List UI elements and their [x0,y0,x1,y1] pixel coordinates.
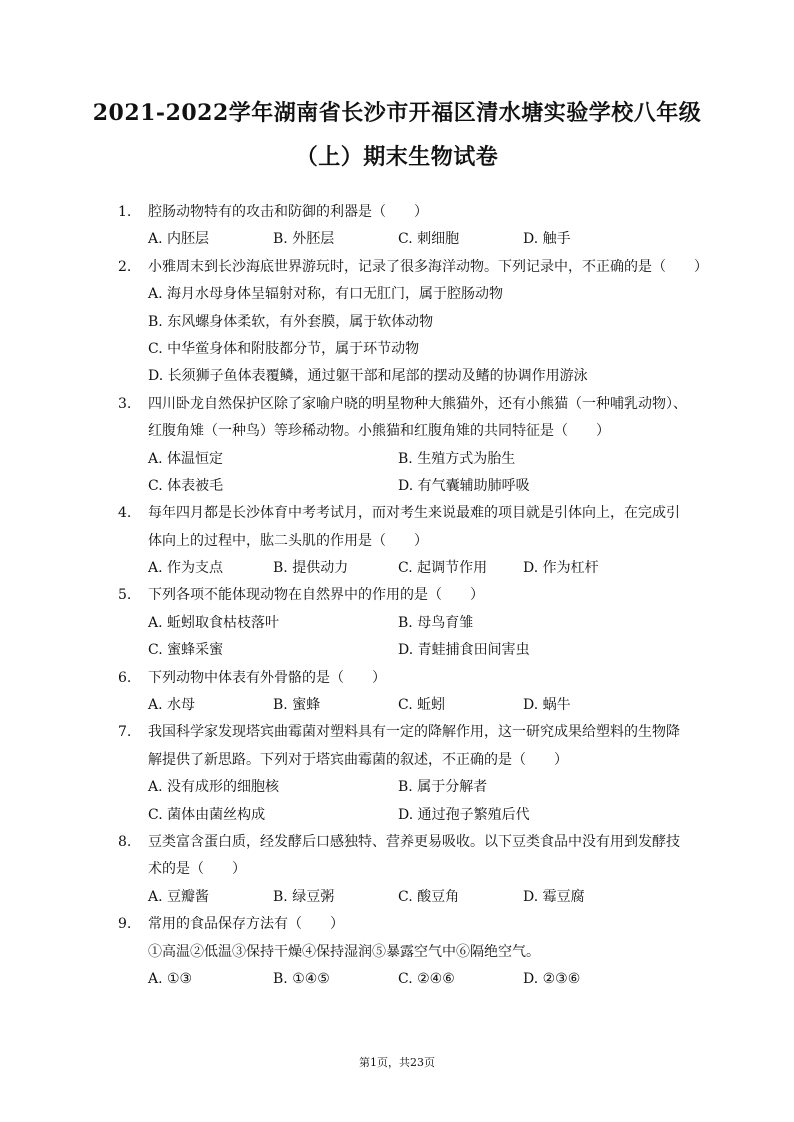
question-item [118,391,687,501]
answer-option: D. 霉豆腐 [523,888,585,905]
question-stem-line [118,582,684,609]
answer-option: D. 蜗牛 [523,697,571,714]
answer-option: B. 东风螺身体柔软，有外套膜，属于软体动物 [148,313,434,330]
option-row [118,281,684,308]
question-stem-line [118,856,684,883]
answer-option: A. 豆瓣酱 [148,888,210,905]
option-row [118,336,684,363]
question-number: 3. [118,395,132,412]
question-text: 我国科学家发现塔宾曲霉菌对塑料具有一定的降解作用，这一研究成果给塑料的生物降 [148,724,680,741]
question-item [118,665,684,720]
question-stem-line [118,199,684,226]
answer-option: A. 体温恒定 [148,450,224,467]
question-number: 2. [118,258,132,275]
question-item [118,719,684,829]
answer-option: D. 青蛙捕食田间害虫 [398,642,530,659]
option-row [118,774,684,801]
option-row [118,309,684,336]
question-text: 腔肠动物特有的攻击和防御的利器是（ ） [148,204,428,220]
question-stem-line [118,528,684,555]
option-row [118,692,684,719]
answer-option: C. 刺细胞 [398,231,460,248]
question-stem-line [118,665,684,692]
question-text: 每年四月都是长沙体育中考考试月，而对考生来说最难的项目就是引体向上，在完成引 [148,505,680,522]
question-stem-line [118,939,684,966]
question-text: 术的是（ ） [148,861,246,878]
question-item [118,582,684,664]
option-row [118,637,684,664]
question-number: 4. [118,505,132,522]
question-stem-line [118,747,684,774]
answer-option: A. 作为支点 [148,560,224,577]
question-stem-line [118,391,687,418]
option-row [118,363,684,390]
question-text: 下列各项不能体现动物在自然界中的作用的是（ ） [148,587,484,604]
answer-option: B. ①④⑤ [273,970,330,987]
answer-option: A. 水母 [148,697,196,714]
answer-option: B. 绿豆粥 [273,888,335,905]
question-stem-line [118,254,708,281]
question-text: ①高温②低温③保持干燥④保持湿润⑤暴露空气中⑥隔绝空气。 [148,943,540,960]
answer-option: C. 蜜蜂采蜜 [148,642,224,659]
question-number: 1. [118,204,132,220]
question-item [118,199,684,254]
question-list [118,199,708,993]
answer-option: C. 蚯蚓 [398,697,446,714]
page-title-line-2: （上）期末生物试卷 [295,144,499,170]
option-row [118,473,684,500]
answer-option: B. 属于分解者 [398,779,488,796]
answer-option: A. ①③ [148,970,193,987]
question-text: 小雅周末到长沙海底世界游玩时，记录了很多海洋动物。下列记录中，不正确的是（ ） [148,258,708,275]
answer-option: B. 提供动力 [273,560,349,577]
answer-option: A. 内胚层 [148,231,210,248]
answer-option: D. ②③⑥ [523,970,581,987]
answer-option: C. 菌体由菌丝构成 [148,806,266,823]
answer-option: D. 作为杠杆 [523,560,599,577]
question-text: 四川卧龙自然保护区除了家喻户晓的明星物种大熊猫外，还有小熊猫（一种哺乳动物）、 [148,395,687,412]
option-row [118,802,684,829]
question-number: 5. [118,587,132,604]
question-number: 9. [118,916,132,933]
page-title-line-1: 2021-2022学年湖南省长沙市开福区清水塘实验学校八年级 [92,100,702,126]
answer-option: C. 起调节作用 [398,560,488,577]
question-stem-line [118,719,684,746]
answer-option: C. ②④⑥ [398,970,455,987]
answer-option: D. 通过孢子繁殖后代 [398,806,530,823]
answer-option: D. 触手 [523,231,571,248]
answer-option: C. 体表被毛 [148,477,224,494]
option-row [118,446,684,473]
question-item [118,500,684,582]
answer-option: B. 蜜蜂 [273,697,321,714]
option-row [118,610,684,637]
question-number: 6. [118,669,132,686]
answer-option: D. 长须狮子鱼体表覆鳞，通过躯干部和尾部的摆动及鳍的协调作用游泳 [148,368,588,385]
page-footer: 第1页，共23页 [359,1056,435,1069]
question-stem-line [118,911,684,938]
question-stem-line [118,500,684,527]
question-item [118,254,708,391]
question-item [118,829,684,911]
answer-option: B. 外胚层 [273,231,335,248]
option-row [118,966,684,993]
question-text: 下列动物中体表有外骨骼的是（ ） [148,669,386,686]
question-stem-line [118,418,684,445]
question-text: 豆类富含蛋白质，经发酵后口感独特、营养更易吸收。以下豆类食品中没有用到发酵技 [148,833,680,850]
option-row [118,884,684,911]
answer-option: B. 母鸟育雏 [398,614,474,631]
question-number: 8. [118,833,132,850]
answer-option: C. 酸豆角 [398,888,460,905]
question-item [118,911,684,993]
answer-option: D. 有气囊辅助肺呼吸 [398,477,530,494]
question-text: 红腹角雉（一种鸟）等珍稀动物。小熊猫和红腹角雉的共同特征是（ ） [148,423,610,440]
answer-option: C. 中华鲎身体和附肢都分节，属于环节动物 [148,340,420,357]
answer-option: A. 蚯蚓取食枯枝落叶 [148,614,280,631]
answer-option: A. 海月水母身体呈辐射对称，有口无肛门，属于腔肠动物 [148,286,504,303]
question-text: 体向上的过程中，肱二头肌的作用是（ ） [148,532,428,549]
question-stem-line [118,829,684,856]
question-number: 7. [118,724,132,741]
option-row [118,226,684,253]
question-text: 解提供了新思路。下列对于塔宾曲霉菌的叙述，不正确的是（ ） [148,751,568,768]
answer-option: B. 生殖方式为胎生 [398,450,516,467]
answer-option: A. 没有成形的细胞核 [148,779,280,796]
question-text: 常用的食品保存方法有（ ） [148,916,344,933]
option-row [118,555,684,582]
